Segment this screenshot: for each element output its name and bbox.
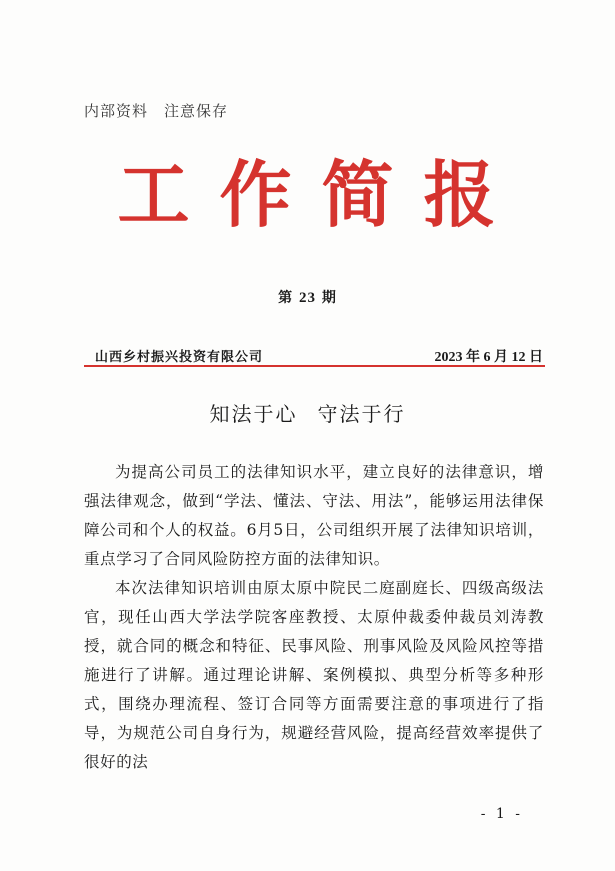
body-paragraph: 本次法律知识培训由原太原中院民二庭副庭长、四级高级法官，现任山西大学法学院客座教授、太原仲裁委仲裁员刘涛教授，就合同的概念和特征、民事风险、刑事风险及风险风控等措施进行了讲解。通过理论讲解、案例模拟、典型分析等多种形式，围绕办理流程、签订合同等方面需要注意的事项进行了指导，为规范公司自身行为，规避经营风险，提高经营效率提供了很好的法	[84, 579, 544, 771]
page-number: - 1 -	[480, 806, 523, 822]
masthead-title: 工作简报	[117, 152, 526, 237]
article-title-part2: 守法于行	[317, 402, 406, 426]
organization-name: 山西乡村振兴投资有限公司	[95, 350, 264, 365]
issue-prefix: 第	[278, 290, 294, 306]
body-paragraph: 为提高公司员工的法律知识水平，建立良好的法律意识，增强法律观念，做到“学法、懂法、守法、用法”，能够运用法律保障公司和个人的权益。6月5日，公司组织开展了法律知识培训，重点学习了合同风险防控方面的法律知识。	[84, 463, 544, 568]
issue-suffix: 期	[321, 290, 337, 306]
issuer-header	[95, 346, 543, 366]
article-title-part1: 知法于心	[209, 402, 298, 426]
issue-value: 23	[299, 290, 316, 306]
issue-date: 2023 年 6 月 12 日	[434, 350, 543, 365]
classification-label: 内部资料 注意保存	[84, 102, 229, 120]
article-body	[84, 458, 544, 777]
issue-number	[0, 287, 615, 307]
red-divider-line	[84, 365, 545, 367]
article-title	[0, 398, 615, 427]
